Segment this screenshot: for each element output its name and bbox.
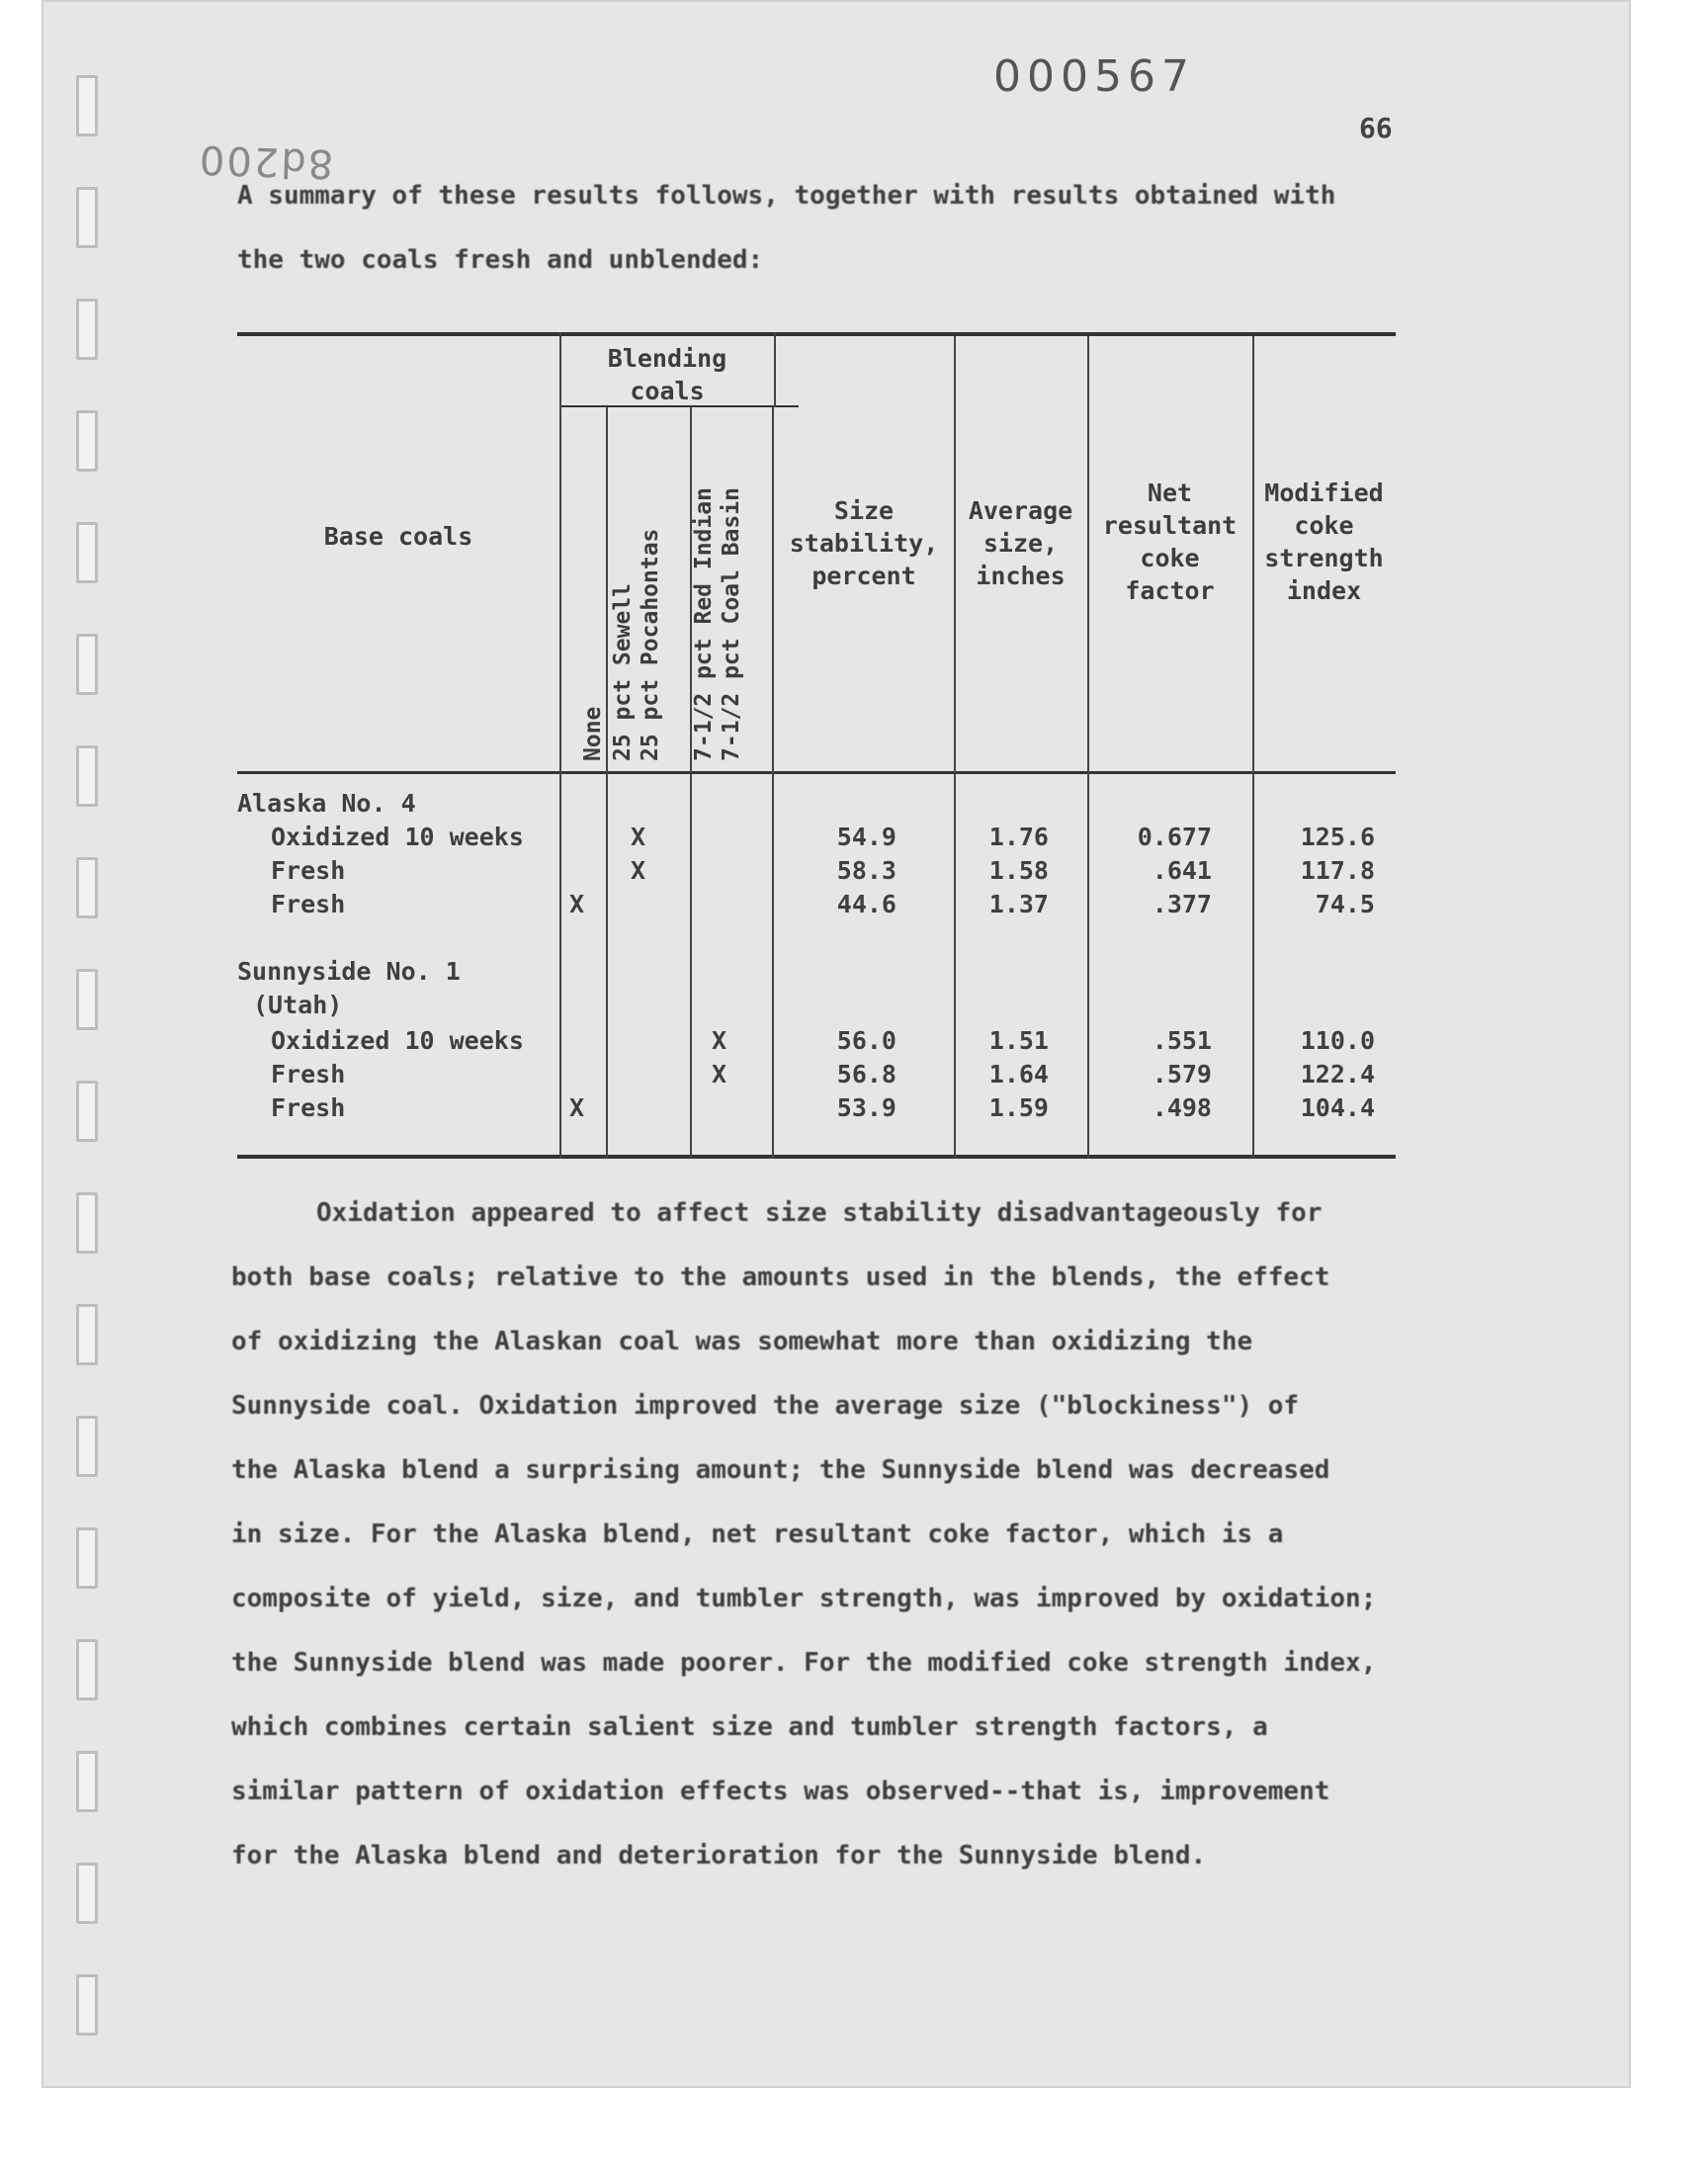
discussion-paragraph (231, 1181, 1376, 1888)
punch-hole (76, 1192, 98, 1254)
punch-hole (76, 1863, 98, 1924)
group-label: Sunnyside No. 1 (237, 957, 461, 986)
body-line: in size. For the Alaska blend, net resultant coke factor, which is a (231, 1520, 1284, 1549)
punch-hole (76, 75, 98, 136)
punch-hole (76, 522, 98, 583)
mark-none: X (569, 1093, 585, 1122)
header-base-coals: Base coals (323, 522, 473, 551)
header-blending-coals: Blending coals (607, 344, 727, 405)
punch-hole (76, 1304, 98, 1365)
column-divider (606, 407, 608, 1159)
cell-index: 125.6 (1300, 823, 1375, 851)
body-line: composite of yield, size, and tumbler strength, was improved by oxidation; (231, 1584, 1377, 1613)
cell-index: 110.0 (1300, 1026, 1375, 1055)
table-bottom-rule (237, 1155, 1396, 1159)
cell-stability: 56.8 (836, 1060, 897, 1088)
row-label: Fresh (271, 1060, 346, 1088)
cell-index: 74.5 (1315, 890, 1375, 918)
row-label: Oxidized 10 weeks (271, 823, 524, 851)
cell-index: 122.4 (1300, 1060, 1375, 1088)
body-line: the Sunnyside blend was made poorer. For the modified coke strength index, (231, 1648, 1377, 1678)
body-line: Oxidation appeared to affect size stability disadvantageously for (316, 1198, 1323, 1228)
intro-paragraph (237, 164, 1335, 293)
header-size-stability: Size stability, percent (789, 496, 939, 590)
cell-avg-size: 1.37 (988, 890, 1049, 918)
row-label: Fresh (271, 856, 346, 885)
mark-red-indian: X (712, 1026, 727, 1055)
body-line: both base coals; relative to the amounts used in the blends, the effect (231, 1262, 1330, 1292)
cell-net-factor: 0.677 (1137, 823, 1212, 851)
cell-avg-size: 1.59 (988, 1093, 1049, 1122)
group-label: Alaska No. 4 (237, 789, 416, 818)
table-top-rule (237, 332, 1396, 336)
cell-stability: 56.0 (836, 1026, 897, 1055)
cell-avg-size: 1.51 (988, 1026, 1049, 1055)
punch-hole (76, 1081, 98, 1142)
header-modified-index: Modified coke strength index (1264, 478, 1384, 605)
intro-line: A summary of these results follows, together with results obtained with (237, 181, 1336, 211)
cell-avg-size: 1.58 (988, 856, 1049, 885)
punch-hole (76, 1416, 98, 1477)
punch-hole (76, 969, 98, 1030)
body-line: the Alaska blend a surprising amount; the Sunnyside blend was decreased (231, 1455, 1330, 1485)
body-line: which combines certain salient size and tumbler strength factors, a (231, 1712, 1268, 1742)
punch-hole (76, 634, 98, 695)
punch-hole (76, 299, 98, 360)
row-label: Fresh (271, 890, 346, 918)
header-bottom-rule (237, 771, 1396, 774)
header-red-indian: 7-1/2 pct Red Indian (691, 487, 717, 761)
body-line: similar pattern of oxidation effects was observed--that is, improvement (231, 1777, 1330, 1806)
punch-hole (76, 745, 98, 807)
cell-stability: 44.6 (836, 890, 897, 918)
intro-line: the two coals fresh and unblended: (237, 245, 764, 275)
cell-net-factor: .579 (1152, 1060, 1212, 1088)
cell-index: 104.4 (1300, 1093, 1375, 1122)
cell-index: 117.8 (1300, 856, 1375, 885)
row-label: Oxidized 10 weeks (271, 1026, 524, 1055)
row-label: Fresh (271, 1093, 346, 1122)
column-divider (559, 332, 561, 1159)
cell-avg-size: 1.64 (988, 1060, 1049, 1088)
header-pocahontas: 25 pct Pocahontas (638, 528, 663, 761)
punch-hole (76, 1751, 98, 1812)
cell-net-factor: .641 (1152, 856, 1212, 885)
page-number: 66 (1359, 112, 1393, 144)
cell-net-factor: .551 (1152, 1026, 1212, 1055)
punch-hole (76, 187, 98, 248)
punch-hole (76, 1639, 98, 1700)
punch-hole (76, 1974, 98, 2036)
results-table (237, 332, 1396, 1163)
header-net-coke-factor: Net resultant coke factor (1102, 478, 1238, 605)
mark-sewell: X (631, 823, 646, 851)
cell-stability: 54.9 (836, 823, 897, 851)
body-line: for the Alaska blend and deterioration for the Sunnyside blend. (231, 1841, 1207, 1870)
cell-net-factor: .498 (1152, 1093, 1212, 1122)
cell-net-factor: .377 (1152, 890, 1212, 918)
serial-stamp: 000567 (993, 51, 1195, 102)
header-coal-basin: 7-1/2 pct Coal Basin (719, 487, 744, 761)
header-none: None (580, 706, 606, 761)
mark-none: X (569, 890, 585, 918)
header-sewell: 25 pct Sewell (610, 582, 636, 761)
punch-hole (76, 857, 98, 918)
group-sublabel: (Utah) (253, 991, 343, 1019)
cell-stability: 58.3 (836, 856, 897, 885)
handwritten-mark: 8d200 (197, 135, 334, 187)
body-line: Sunnyside coal. Oxidation improved the average size ("blockiness") of (231, 1391, 1300, 1421)
header-average-size: Average size, inches (968, 496, 1073, 590)
cell-avg-size: 1.76 (988, 823, 1049, 851)
mark-sewell: X (631, 856, 646, 885)
punch-hole (76, 1527, 98, 1589)
cell-stability: 53.9 (836, 1093, 897, 1122)
punch-hole (76, 410, 98, 472)
body-line: of oxidizing the Alaskan coal was somewhat more than oxidizing the (231, 1327, 1253, 1356)
mark-red-indian: X (712, 1060, 727, 1088)
